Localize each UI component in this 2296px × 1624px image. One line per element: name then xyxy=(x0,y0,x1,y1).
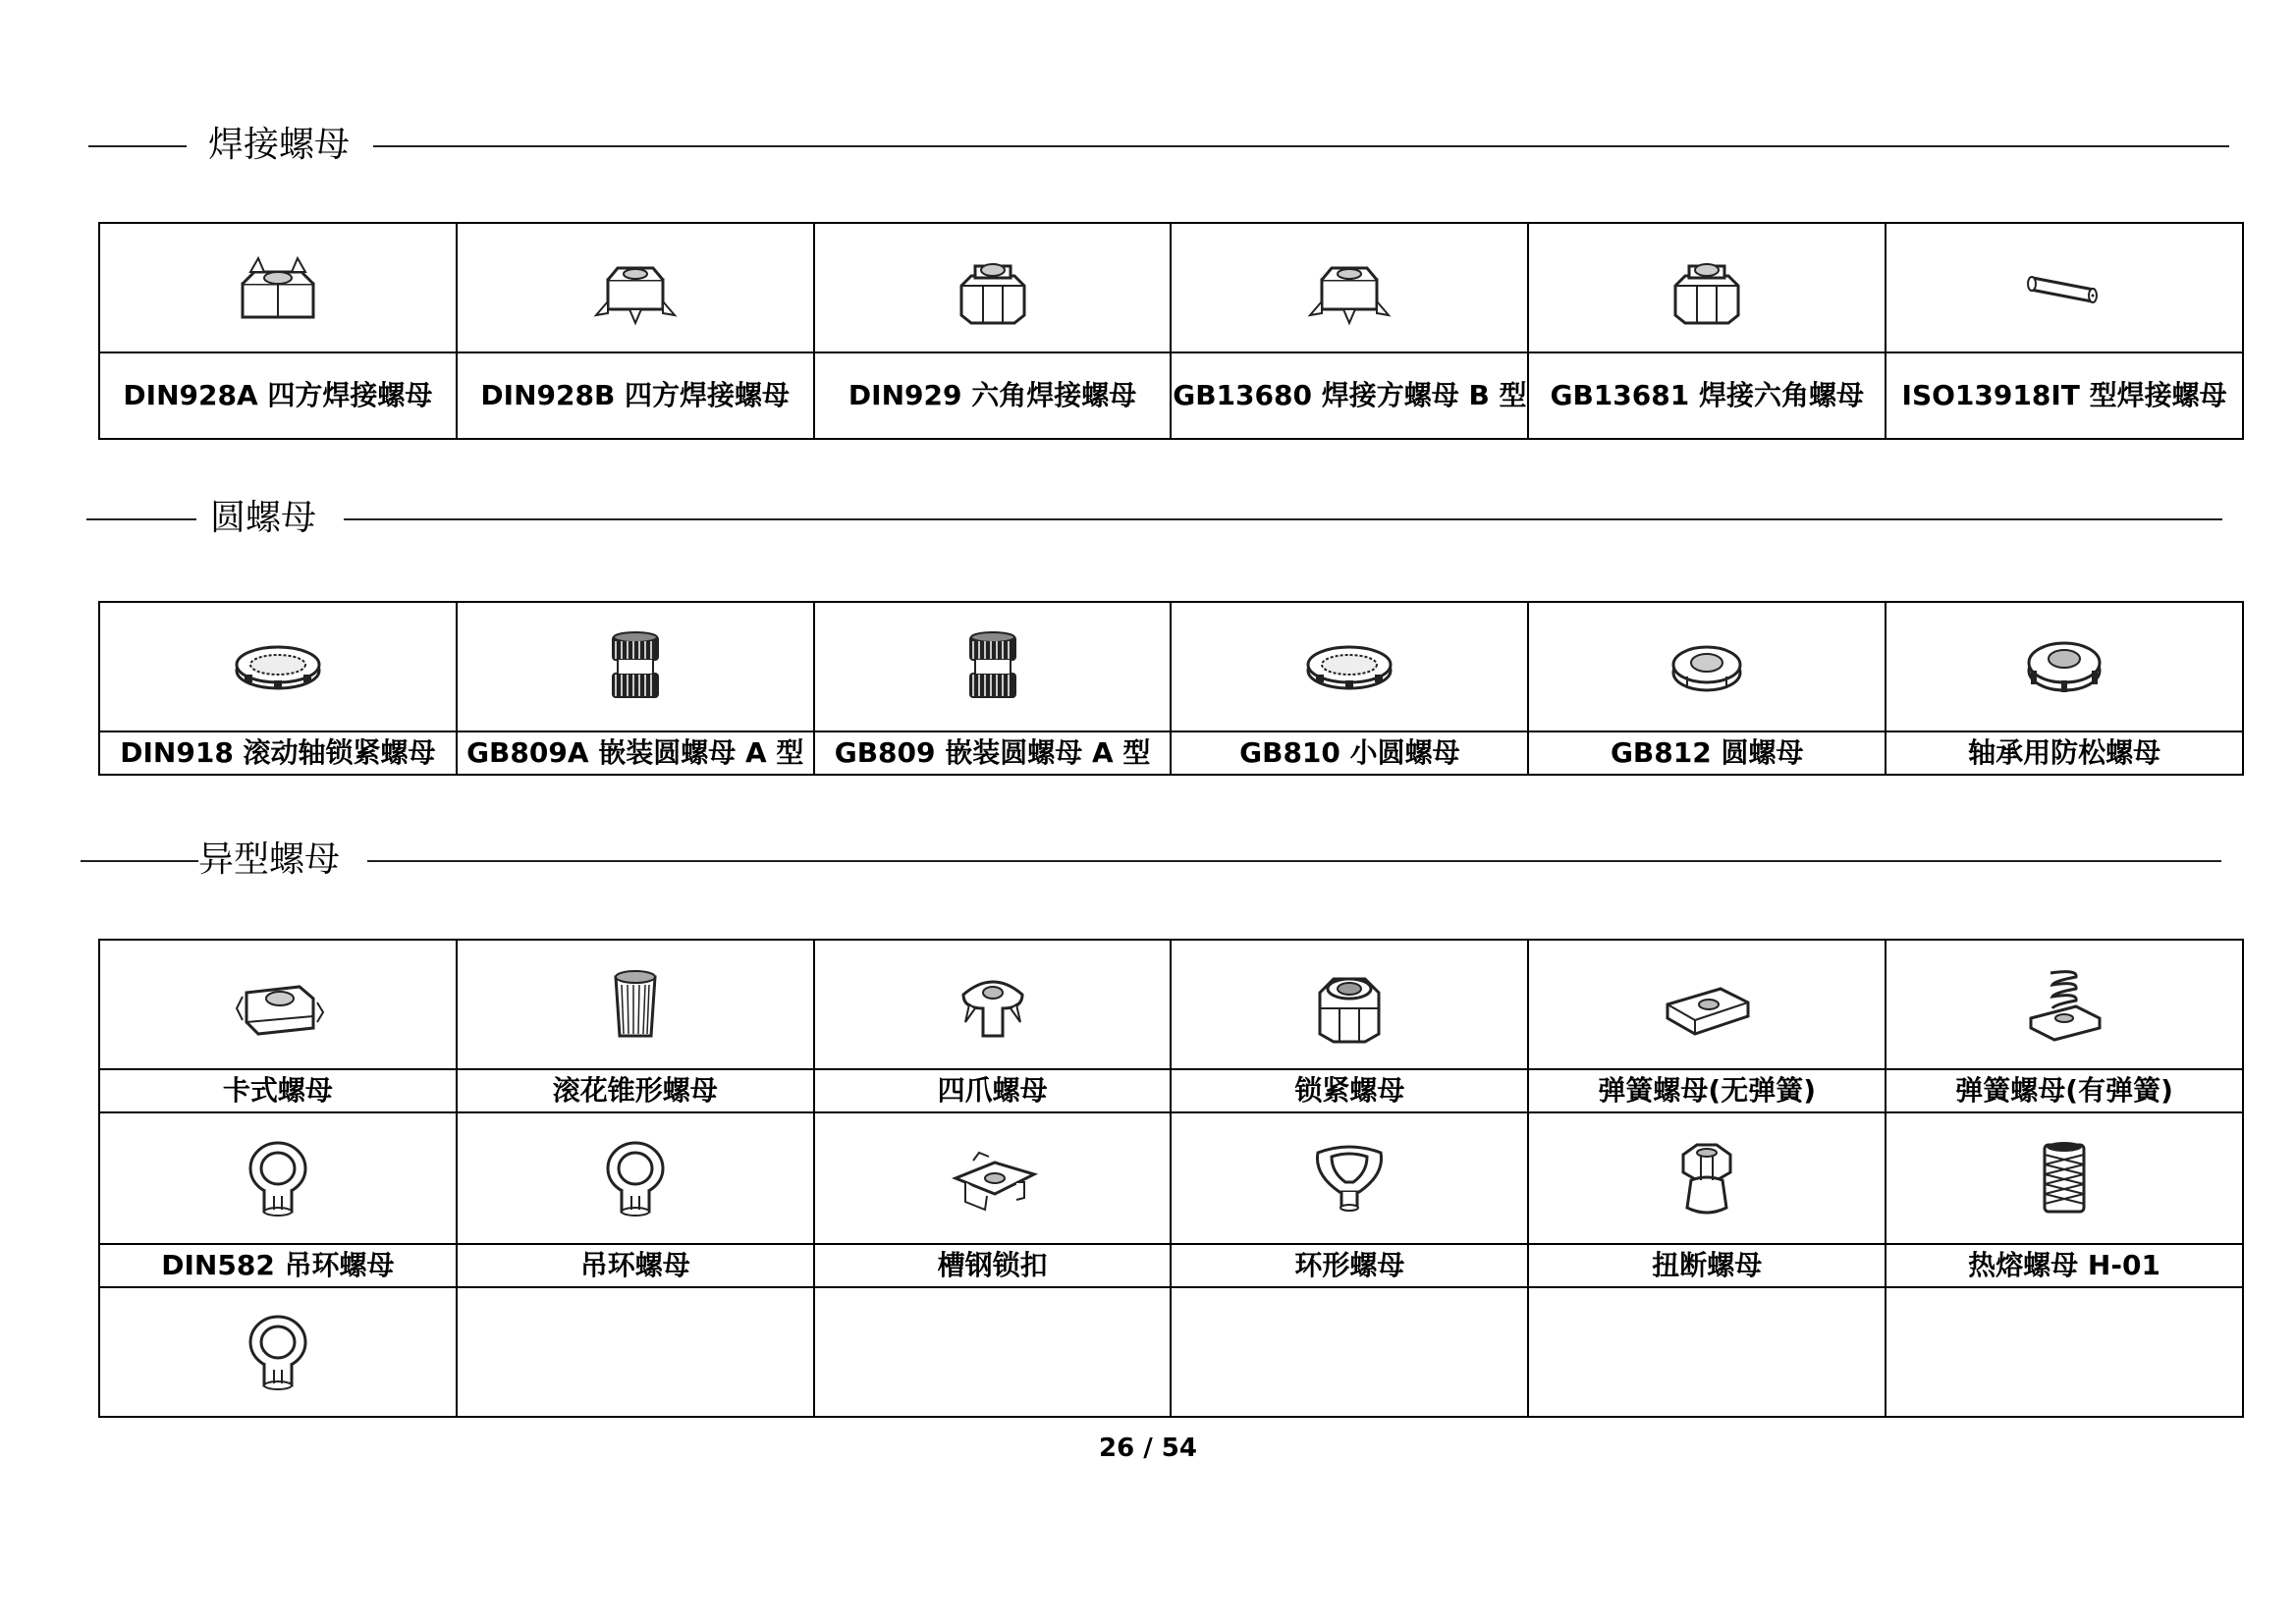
product-label: GB13680 焊接方螺母 B 型 xyxy=(1171,352,1528,439)
lock-nut-icon xyxy=(1300,965,1398,1044)
product-image-cell xyxy=(1886,602,2243,731)
round-nut-icon xyxy=(1658,627,1756,706)
product-image-cell xyxy=(1171,602,1528,731)
section-title-round: 圆螺母 xyxy=(210,498,317,538)
empty-cell xyxy=(457,1287,814,1417)
section-title-special: 异型螺母 xyxy=(198,839,341,880)
page-number: 26 / 54 xyxy=(1099,1434,1197,1463)
product-image-cell xyxy=(1528,223,1886,352)
eye-nut-icon xyxy=(586,1139,684,1218)
header-rule-right xyxy=(367,860,2221,862)
product-label: DIN928A 四方焊接螺母 xyxy=(99,352,457,439)
square-weld-nut-b-icon xyxy=(1300,248,1398,327)
product-image-cell xyxy=(457,602,814,731)
ring-nut-icon xyxy=(1300,1139,1398,1218)
product-image-cell xyxy=(814,940,1172,1069)
product-image-cell xyxy=(99,940,457,1069)
channel-nut-icon xyxy=(1658,965,1756,1044)
spring-channel-nut-icon xyxy=(2015,965,2113,1044)
product-label: 弹簧螺母(有弹簧) xyxy=(1886,1069,2243,1112)
slotted-round-nut-icon xyxy=(1300,627,1398,706)
product-label: 锁紧螺母 xyxy=(1171,1069,1528,1112)
product-image-cell xyxy=(99,602,457,731)
product-label: GB809A 嵌装圆螺母 A 型 xyxy=(457,731,814,775)
product-image-cell xyxy=(1886,223,2243,352)
weld-nut-table xyxy=(98,222,2244,440)
empty-cell xyxy=(814,1287,1172,1417)
product-label: 热熔螺母 H-01 xyxy=(1886,1244,2243,1287)
knurled-taper-nut-icon xyxy=(586,965,684,1044)
hex-weld-nut-icon xyxy=(1658,248,1756,327)
knurled-insert-nut-icon xyxy=(944,627,1042,706)
product-image-cell xyxy=(814,1112,1172,1244)
bearing-lock-nut-icon xyxy=(2015,627,2113,706)
weld-stud-nut-icon xyxy=(2015,248,2113,327)
special-nut-table xyxy=(98,939,2244,1418)
product-image-cell xyxy=(457,223,814,352)
section-header-special xyxy=(81,831,2221,890)
header-rule-left xyxy=(81,860,198,862)
product-image-cell xyxy=(1528,940,1886,1069)
product-image-cell xyxy=(1528,1112,1886,1244)
round-nut-table xyxy=(98,601,2244,776)
product-image-cell xyxy=(1171,223,1528,352)
product-label: GB13681 焊接六角螺母 xyxy=(1528,352,1886,439)
product-label: 滚花锥形螺母 xyxy=(457,1069,814,1112)
eye-nut-icon xyxy=(229,1139,327,1218)
product-image-cell xyxy=(99,1287,457,1417)
heat-insert-nut-icon xyxy=(2015,1139,2113,1218)
product-label: DIN918 滚动轴锁紧螺母 xyxy=(99,731,457,775)
empty-cell xyxy=(1171,1287,1528,1417)
cage-nut-icon xyxy=(229,965,327,1044)
product-image-cell xyxy=(457,1112,814,1244)
product-label: GB812 圆螺母 xyxy=(1528,731,1886,775)
section-header-weld xyxy=(88,116,2229,175)
section-header-round xyxy=(86,489,2222,548)
empty-cell xyxy=(1528,1287,1886,1417)
shear-nut-icon xyxy=(1658,1139,1756,1218)
product-label: DIN928B 四方焊接螺母 xyxy=(457,352,814,439)
product-label: 环形螺母 xyxy=(1171,1244,1528,1287)
empty-cell xyxy=(1886,1287,2243,1417)
header-rule-left xyxy=(88,145,187,147)
product-label: DIN929 六角焊接螺母 xyxy=(814,352,1172,439)
header-rule-right xyxy=(373,145,2229,147)
square-weld-nut-icon xyxy=(229,248,327,327)
product-label: ISO13918IT 型焊接螺母 xyxy=(1886,352,2243,439)
product-image-cell xyxy=(1171,1112,1528,1244)
section-title-weld: 焊接螺母 xyxy=(208,125,351,165)
product-label: 槽钢锁扣 xyxy=(814,1244,1172,1287)
header-rule-left xyxy=(86,518,196,520)
product-image-cell xyxy=(457,940,814,1069)
square-weld-nut-tabs-icon xyxy=(586,248,684,327)
slotted-round-nut-icon xyxy=(229,627,327,706)
product-image-cell xyxy=(99,223,457,352)
product-label: 扭断螺母 xyxy=(1528,1244,1886,1287)
product-label: 吊环螺母 xyxy=(457,1244,814,1287)
product-label: 轴承用防松螺母 xyxy=(1886,731,2243,775)
product-image-cell xyxy=(1528,602,1886,731)
product-image-cell xyxy=(1886,1112,2243,1244)
knurled-insert-nut-icon xyxy=(586,627,684,706)
channel-clip-icon xyxy=(944,1139,1042,1218)
product-image-cell xyxy=(814,223,1172,352)
product-image-cell xyxy=(1886,940,2243,1069)
product-label: 四爪螺母 xyxy=(814,1069,1172,1112)
header-rule-right xyxy=(344,518,2222,520)
tee-nut-icon xyxy=(944,965,1042,1044)
product-image-cell xyxy=(814,602,1172,731)
product-label: 卡式螺母 xyxy=(99,1069,457,1112)
product-label: GB809 嵌装圆螺母 A 型 xyxy=(814,731,1172,775)
product-label: GB810 小圆螺母 xyxy=(1171,731,1528,775)
product-label: DIN582 吊环螺母 xyxy=(99,1244,457,1287)
product-image-cell xyxy=(99,1112,457,1244)
product-label: 弹簧螺母(无弹簧) xyxy=(1528,1069,1886,1112)
eye-nut-icon xyxy=(229,1313,327,1391)
hex-weld-nut-icon xyxy=(944,248,1042,327)
product-image-cell xyxy=(1171,940,1528,1069)
